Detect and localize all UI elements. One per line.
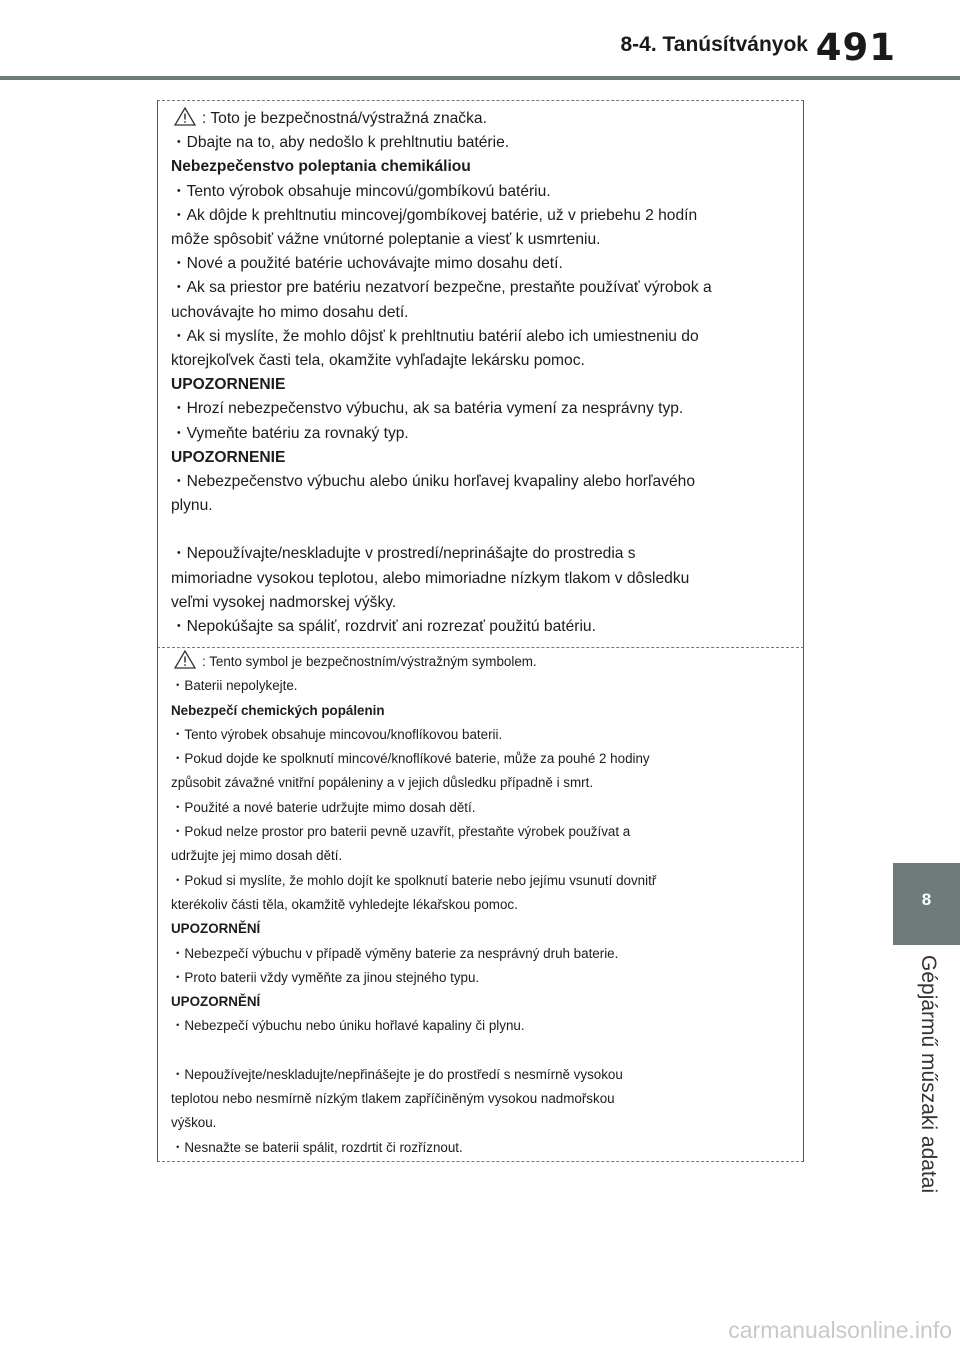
notice-line: teplotou nebo nesmírně nízkým tlakem zapříčiněným vysokou nadmořskou	[171, 1091, 615, 1107]
notice-line: ・Nepokúšajte sa spáliť, rozdrviť ani rozrezať použitú batériu.	[171, 618, 596, 636]
watermark: carmanualsonline.info	[728, 1317, 952, 1343]
notice-line: ・Nebezpečenstvo výbuchu alebo úniku horľavej kvapaliny alebo horľavého	[171, 473, 696, 491]
chapter-title: Gépjármű műszaki adatai	[917, 955, 940, 1194]
chapter-title-vertical	[912, 955, 942, 1235]
notice-line: plynu.	[171, 497, 213, 515]
notice-line: mimoriadne vysokou teplotou, alebo mimoriadne nízkym tlakom v dôsledku	[171, 569, 690, 587]
notice-line: ・Pokud dojde ke spolknutí mincové/knoflíkové baterie, může za pouhé 2 hodiny	[171, 751, 650, 767]
notice-line: ・Nepoužívejte/neskladujte/nepřinášejte je do prostředí s nesmírně vysokou	[171, 1066, 623, 1082]
notice-heading: UPOZORNĚNÍ	[171, 994, 261, 1010]
warning-triangle-icon	[174, 107, 196, 126]
blank-gap	[171, 518, 803, 542]
notice-line: výškou.	[171, 1115, 217, 1131]
notice-heading: UPOZORNENIE	[171, 448, 286, 466]
notice-line: môže spôsobiť vážne vnútorné poleptanie a viesť k usmrteniu.	[171, 231, 601, 249]
notice-lines	[171, 674, 803, 1160]
warning-triangle-icon	[174, 650, 196, 669]
notice-line: ・Ak si myslíte, že mohlo dôjsť k prehltnutiu batérií alebo ich umiestneniu do	[171, 327, 699, 345]
notice-line: způsobit závažné vnitřní popáleniny a v jejich důsledku případně i smrt.	[171, 775, 594, 791]
page-header	[0, 0, 960, 80]
notice-line: ・Pokud si myslíte, že mohlo dojít ke spolknutí baterie nebo jejímu vsunutí dovnitř	[171, 872, 657, 888]
notice-heading: UPOZORNENIE	[171, 376, 286, 394]
notice-line: ・Ak dôjde k prehltnutiu mincovej/gombíkovej batérie, už v priebehu 2 hodín	[171, 206, 698, 224]
notice-line: ・Tento výrobek obsahuje mincovou/knoflíkovou baterii.	[171, 726, 503, 742]
notice-line: ・Tento výrobok obsahuje mincovú/gombíkovú batériu.	[171, 182, 551, 200]
page-number: 491	[815, 26, 896, 69]
notice-line: ・Použité a nové baterie udržujte mimo dosah dětí.	[171, 799, 476, 815]
notice-line: udržujte jej mimo dosah dětí.	[171, 848, 343, 864]
notice-line: uchovávajte ho mimo dosahu detí.	[171, 303, 409, 321]
symbol-line	[171, 650, 803, 674]
notice-line: ・Nesnažte se baterii spálit, rozdrtit či rozříznout.	[171, 1139, 463, 1155]
notice-lines	[171, 131, 803, 639]
notice-line: ・Baterii nepolykejte.	[171, 678, 298, 694]
notice-line: ・Dbajte na to, aby nedošlo k prehltnutiu batérie.	[171, 134, 510, 152]
section-title: 8-4. Tanúsítványok	[620, 33, 808, 56]
notice-slovak	[157, 100, 804, 648]
notice-heading: UPOZORNĚNÍ	[171, 921, 261, 937]
notice-line: ・Hrozí nebezpečenstvo výbuchu, ak sa batéria vymení za nesprávny typ.	[171, 400, 684, 418]
notice-line: ・Nepoužívajte/neskladujte v prostredí/neprinášajte do prostredia s	[171, 545, 636, 563]
symbol-description: : Toto je bezpečnostná/výstražná značka.	[202, 110, 487, 127]
symbol-line	[171, 107, 803, 131]
notice-czech	[157, 648, 804, 1162]
notice-line: ・Nové a použité batérie uchovávajte mimo dosahu detí.	[171, 255, 563, 273]
notice-line: ・Nebezpečí výbuchu v případě výměny baterie za nesprávný druh baterie.	[171, 945, 619, 961]
blank-gap	[171, 1039, 803, 1063]
symbol-description: : Tento symbol je bezpečnostním/výstražným symbolem.	[202, 654, 537, 669]
notice-line: ・Vymeňte batériu za rovnaký typ.	[171, 424, 409, 442]
notice-line: ・Nebezpečí výbuchu nebo úniku hořlavé kapaliny či plynu.	[171, 1018, 525, 1034]
notice-line: ktorejkoľvek časti tela, okamžite vyhľadajte lekársku pomoc.	[171, 352, 585, 370]
notice-line: veľmi vysokej nadmorskej výšky.	[171, 593, 397, 611]
chapter-tab[interactable]	[893, 863, 960, 945]
notice-heading: Nebezpečenstvo poleptania chemikáliou	[171, 158, 471, 176]
notice-line: ・Proto baterii vždy vyměňte za jinou stejného typu.	[171, 969, 480, 985]
notice-line: ・Pokud nelze prostor pro baterii pevně uzavřít, přestaňte výrobek používat a	[171, 824, 631, 840]
notice-line: ・Ak sa priestor pre batériu nezatvorí bezpečne, prestaňte používať výrobok a	[171, 279, 712, 297]
notice-heading: Nebezpečí chemických popálenin	[171, 702, 385, 718]
notice-line: kterékoliv části těla, okamžitě vyhledejte lékařskou pomoc.	[171, 896, 518, 912]
chapter-number: 8	[921, 890, 932, 909]
header-rule	[0, 76, 960, 80]
